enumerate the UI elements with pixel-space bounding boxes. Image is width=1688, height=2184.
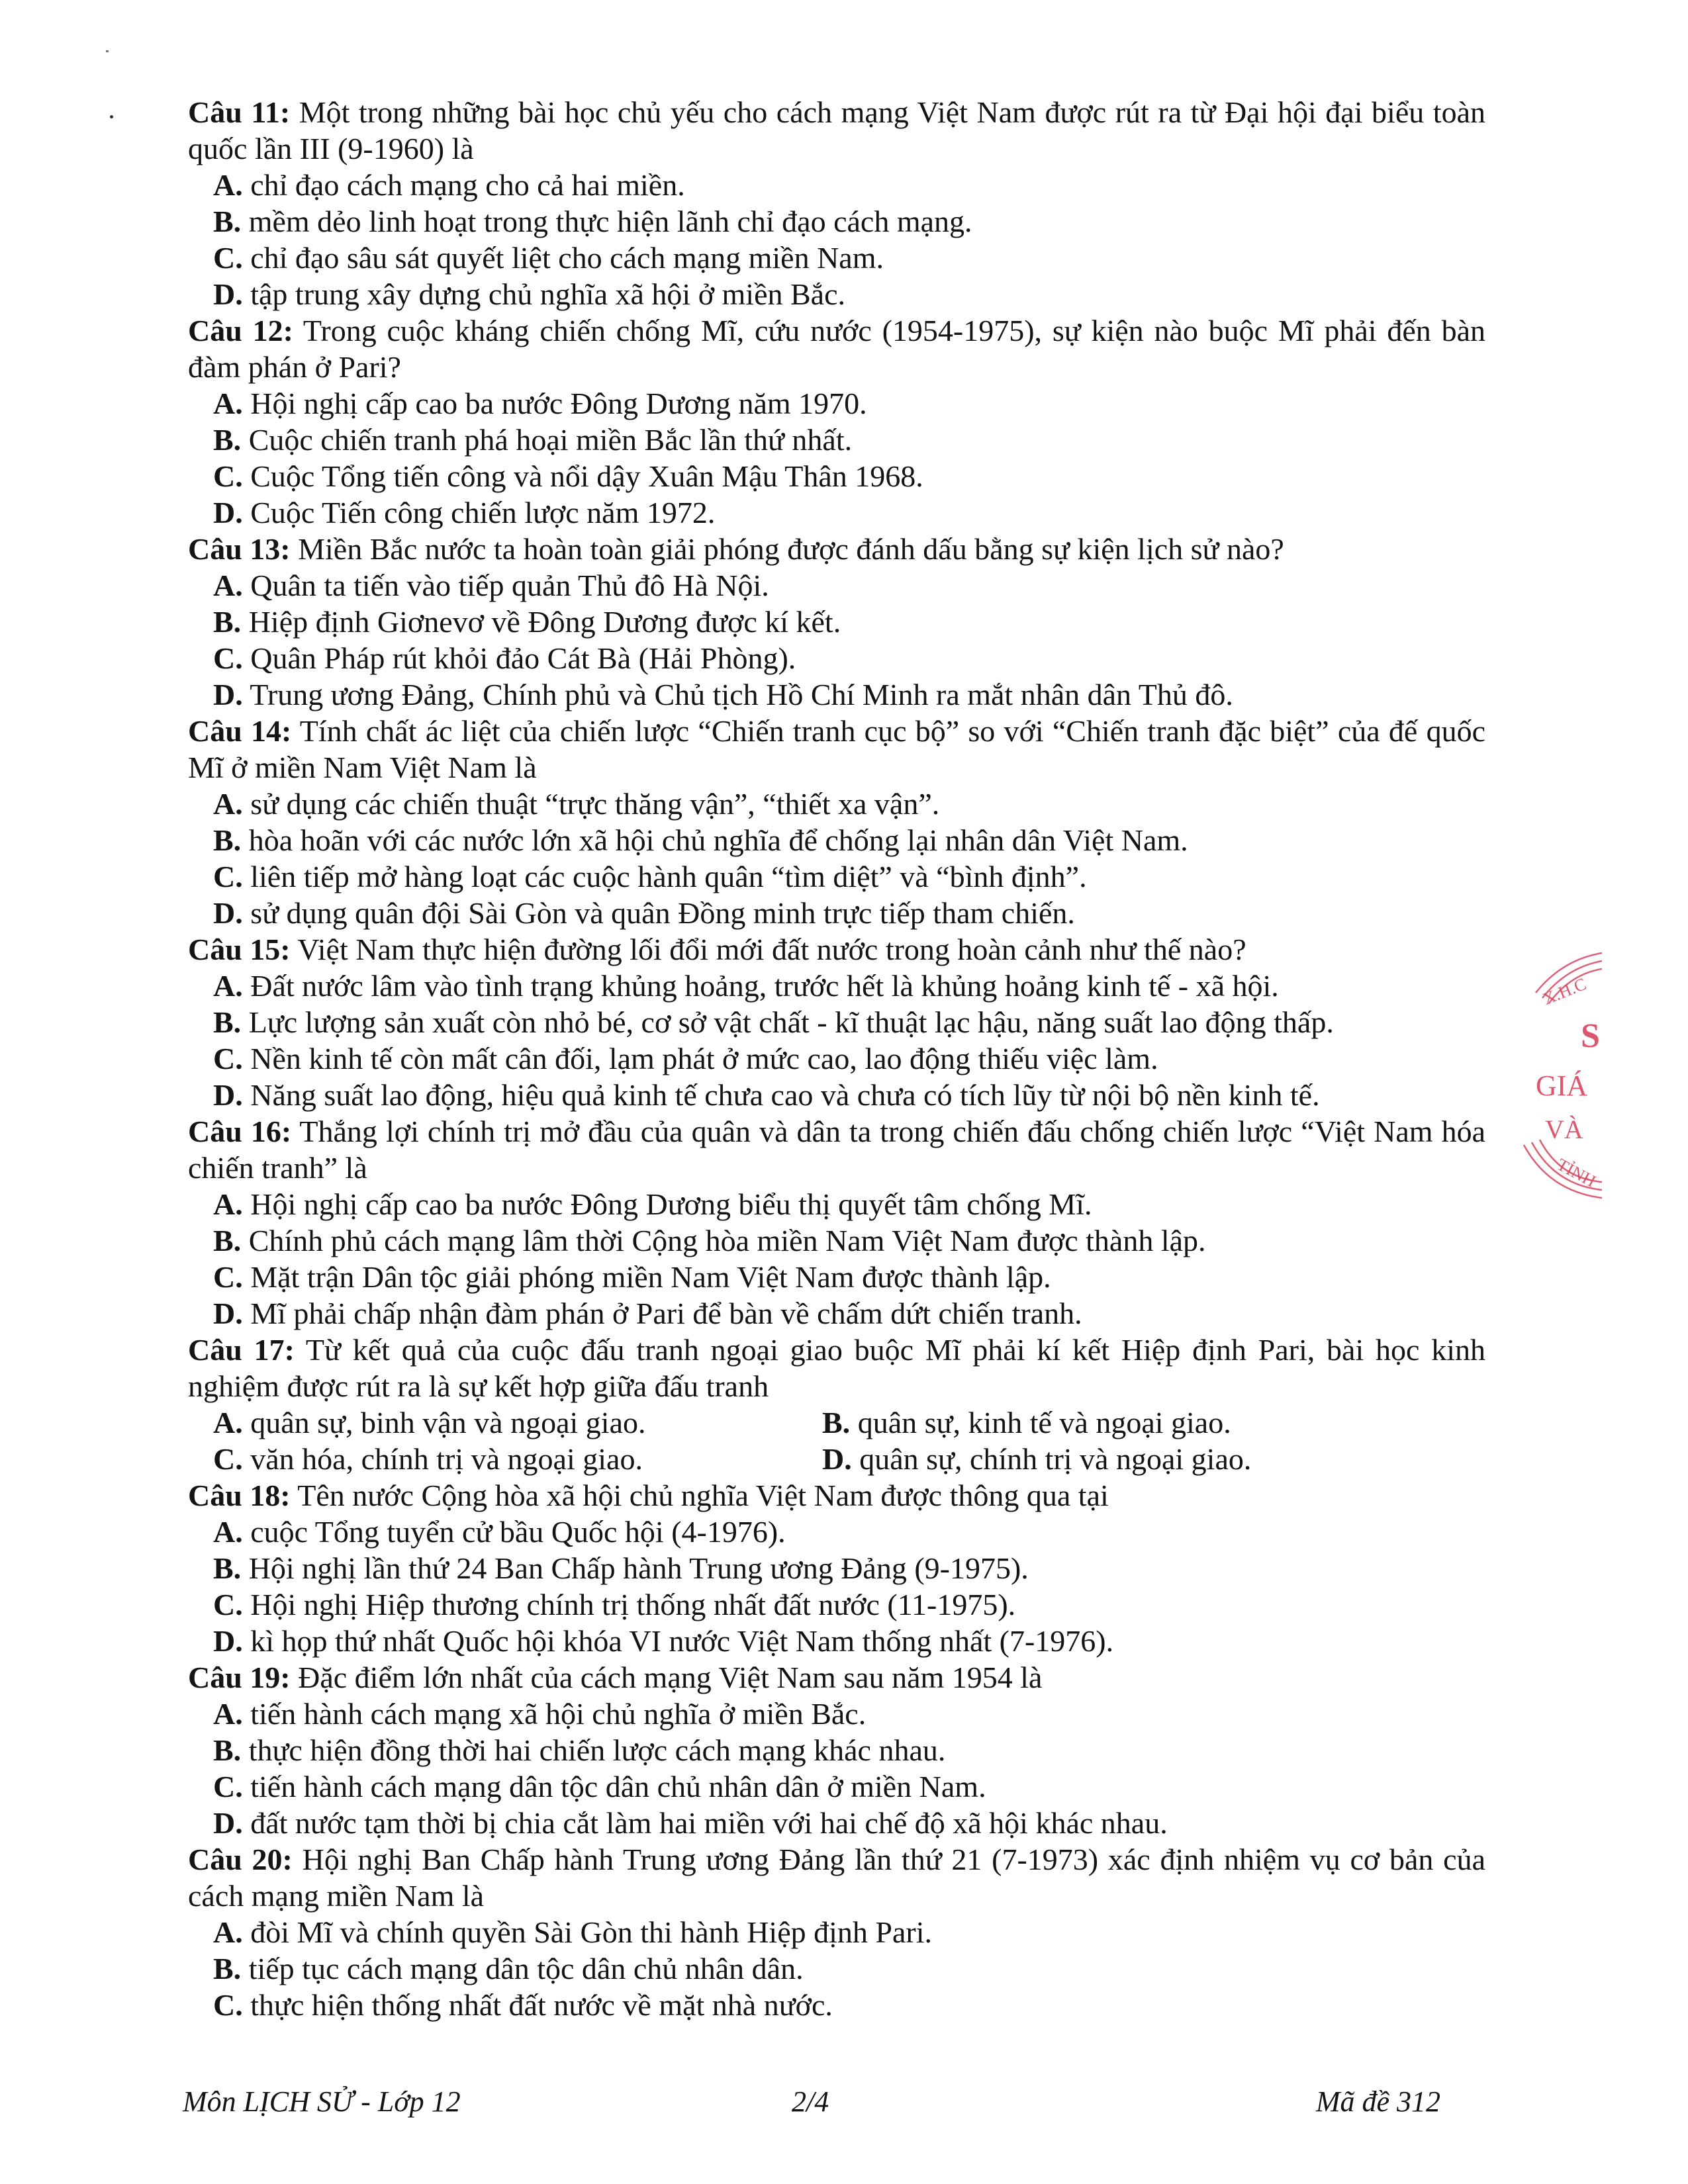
question-label: Câu 15: xyxy=(188,933,291,966)
question-label: Câu 12: xyxy=(188,314,293,347)
stamp-text: VÀ xyxy=(1545,1115,1583,1144)
question-16 xyxy=(188,1113,1485,1332)
question-text: Thắng lợi chính trị mở đầu của quân và dân ta trong chiến đấu chống chiến lược “Việt Nam hóa chiến tranh” là xyxy=(188,1115,1485,1185)
option-a: A. đòi Mĩ và chính quyền Sài Gòn thi hành Hiệp định Pari. xyxy=(213,1915,933,1949)
question-label: Câu 17: xyxy=(188,1333,295,1367)
stamp-text: S xyxy=(1581,1017,1600,1055)
option-c: C. chỉ đạo sâu sát quyết liệt cho cách mạng miền Nam. xyxy=(213,241,884,275)
question-17 xyxy=(188,1332,1485,1477)
question-14 xyxy=(188,713,1485,931)
option-c: C. văn hóa, chính trị và ngoại giao. xyxy=(213,1442,643,1476)
option-c: C. liên tiếp mở hàng loạt các cuộc hành quân “tìm diệt” và “bình định”. xyxy=(213,860,1087,893)
question-20 xyxy=(188,1841,1485,2023)
question-text: Từ kết quả của cuộc đấu tranh ngoại giao buộc Mĩ phải kí kết Hiệp định Pari, bài học kinh nghiệm được rút ra là sự kết hợp giữa đấu tranh xyxy=(188,1333,1485,1403)
question-text: Hội nghị Ban Chấp hành Trung ương Đảng lần thứ 21 (7-1973) xác định nhiệm vụ cơ bản của cách mạng miền Nam là xyxy=(188,1843,1485,1913)
option-d: D. quân sự, chính trị và ngoại giao. xyxy=(822,1442,1252,1476)
question-label: Câu 11: xyxy=(188,95,291,129)
stamp-text: GIÁ xyxy=(1536,1069,1588,1102)
option-d: D. Cuộc Tiến công chiến lược năm 1972. xyxy=(213,496,716,529)
question-list xyxy=(188,94,1485,2023)
option-b: B. Chính phủ cách mạng lâm thời Cộng hòa miền Nam Việt Nam được thành lập. xyxy=(213,1224,1206,1257)
question-label: Câu 20: xyxy=(188,1843,293,1876)
question-label: Câu 16: xyxy=(188,1115,292,1148)
question-15 xyxy=(188,931,1485,1113)
options-grid xyxy=(188,1404,1485,1477)
option-c: C. thực hiện thống nhất đất nước về mặt nhà nước. xyxy=(213,1988,833,2022)
question-text: Việt Nam thực hiện đường lối đổi mới đất nước trong hoàn cảnh như thế nào? xyxy=(290,933,1246,966)
scan-speck xyxy=(106,50,109,52)
option-b: B. thực hiện đồng thời hai chiến lược cách mạng khác nhau. xyxy=(213,1733,946,1767)
question-19 xyxy=(188,1659,1485,1841)
page-footer xyxy=(183,2082,1440,2122)
option-d: D. sử dụng quân đội Sài Gòn và quân Đồng minh trực tiếp tham chiến. xyxy=(213,896,1075,930)
question-text: Tên nước Cộng hòa xã hội chủ nghĩa Việt Nam được thông qua tại xyxy=(290,1479,1109,1512)
option-c: C. tiến hành cách mạng dân tộc dân chủ nhân dân ở miền Nam. xyxy=(213,1770,986,1803)
question-13 xyxy=(188,531,1485,713)
option-c: C. Mặt trận Dân tộc giải phóng miền Nam Việt Nam được thành lập. xyxy=(213,1260,1051,1294)
bullet-dot xyxy=(110,115,113,118)
option-b: B. mềm dẻo linh hoạt trong thực hiện lãnh chỉ đạo cách mạng. xyxy=(213,205,972,238)
question-12 xyxy=(188,312,1485,531)
option-b: B. Hiệp định Giơnevơ về Đông Dương được kí kết. xyxy=(213,605,841,639)
question-text: Một trong những bài học chủ yếu cho cách mạng Việt Nam được rút ra từ Đại hội đại biểu toàn quốc lần III (9-1960) là xyxy=(188,95,1485,165)
option-b: B. quân sự, kinh tế và ngoại giao. xyxy=(822,1406,1231,1439)
option-b: B. Cuộc chiến tranh phá hoại miền Bắc lần thứ nhất. xyxy=(213,423,853,457)
option-a: A. tiến hành cách mạng xã hội chủ nghĩa ở miền Bắc. xyxy=(213,1697,867,1731)
footer-exam-code: Mã đề 312 xyxy=(1315,2085,1440,2118)
stamp-text: X.H.C xyxy=(1540,974,1589,1009)
question-text: Tính chất ác liệt của chiến lược “Chiến tranh cục bộ” so với “Chiến tranh đặc biệt” của đế quốc Mĩ ở miền Nam Việt Nam là xyxy=(188,714,1485,784)
option-c: C. Hội nghị Hiệp thương chính trị thống nhất đất nước (11-1975). xyxy=(213,1588,1016,1621)
option-a: A. sử dụng các chiến thuật “trực thăng vận”, “thiết xa vận”. xyxy=(213,787,940,821)
option-a: A. cuộc Tổng tuyển cử bầu Quốc hội (4-1976). xyxy=(213,1515,786,1549)
option-b: B. Lực lượng sản xuất còn nhỏ bé, cơ sở vật chất - kĩ thuật lạc hậu, năng suất lao động thấp. xyxy=(213,1005,1334,1039)
option-c: C. Nền kinh tế còn mất cân đối, lạm phát ở mức cao, lao động thiếu việc làm. xyxy=(213,1042,1158,1075)
option-a: A. chỉ đạo cách mạng cho cả hai miền. xyxy=(213,168,685,202)
option-c: C. Cuộc Tổng tiến công và nổi dậy Xuân Mậu Thân 1968. xyxy=(213,459,923,493)
option-b: B. tiếp tục cách mạng dân tộc dân chủ nhân dân. xyxy=(213,1952,804,1985)
question-18 xyxy=(188,1477,1485,1659)
option-a: A. Quân ta tiến vào tiếp quản Thủ đô Hà Nội. xyxy=(213,569,769,602)
question-text: Miền Bắc nước ta hoàn toàn giải phóng được đánh dấu bằng sự kiện lịch sử nào? xyxy=(290,532,1284,566)
option-a: A. Đất nước lâm vào tình trạng khủng hoảng, trước hết là khủng hoảng kinh tế - xã hội. xyxy=(213,969,1279,1003)
option-d: D. Trung ương Đảng, Chính phủ và Chủ tịch Hồ Chí Minh ra mắt nhân dân Thủ đô. xyxy=(213,678,1233,711)
option-b: B. hòa hoãn với các nước lớn xã hội chủ nghĩa để chống lại nhân dân Việt Nam. xyxy=(213,823,1188,857)
footer-page-number: 2/4 xyxy=(792,2085,829,2118)
option-b: B. Hội nghị lần thứ 24 Ban Chấp hành Trung ương Đảng (9-1975). xyxy=(213,1551,1029,1585)
option-a: A. quân sự, binh vận và ngoại giao. xyxy=(213,1406,646,1439)
question-label: Câu 19: xyxy=(188,1661,291,1694)
question-text: Trong cuộc kháng chiến chống Mĩ, cứu nước (1954-1975), sự kiện nào buộc Mĩ phải đến bàn đàm phán ở Pari? xyxy=(188,314,1485,384)
option-d: D. tập trung xây dựng chủ nghĩa xã hội ở miền Bắc. xyxy=(213,277,846,311)
footer-subject: Môn LỊCH SỬ - Lớp 12 xyxy=(183,2085,461,2118)
option-d: D. Năng suất lao động, hiệu quả kinh tế chưa cao và chưa có tích lũy từ nội bộ nền kinh tế. xyxy=(213,1078,1320,1112)
option-d: D. kì họp thứ nhất Quốc hội khóa VI nước Việt Nam thống nhất (7-1976). xyxy=(213,1624,1114,1658)
question-label: Câu 18: xyxy=(188,1479,291,1512)
option-a: A. Hội nghị cấp cao ba nước Đông Dương năm 1970. xyxy=(213,387,867,420)
question-11 xyxy=(188,94,1485,312)
question-label: Câu 13: xyxy=(188,532,291,566)
option-d: D. đất nước tạm thời bị chia cắt làm hai miền với hai chế độ xã hội khác nhau. xyxy=(213,1806,1168,1840)
official-seal-stamp xyxy=(1523,946,1602,1211)
option-d: D. Mĩ phải chấp nhận đàm phán ở Pari để bàn về chấm dứt chiến tranh. xyxy=(213,1297,1082,1330)
question-text: Đặc điểm lớn nhất của cách mạng Việt Nam sau năm 1954 là xyxy=(290,1661,1043,1694)
option-a: A. Hội nghị cấp cao ba nước Đông Dương biểu thị quyết tâm chống Mĩ. xyxy=(213,1187,1092,1221)
question-label: Câu 14: xyxy=(188,714,292,748)
stamp-text: TỈNH xyxy=(1554,1154,1599,1191)
option-c: C. Quân Pháp rút khỏi đảo Cát Bà (Hải Phòng). xyxy=(213,641,796,675)
